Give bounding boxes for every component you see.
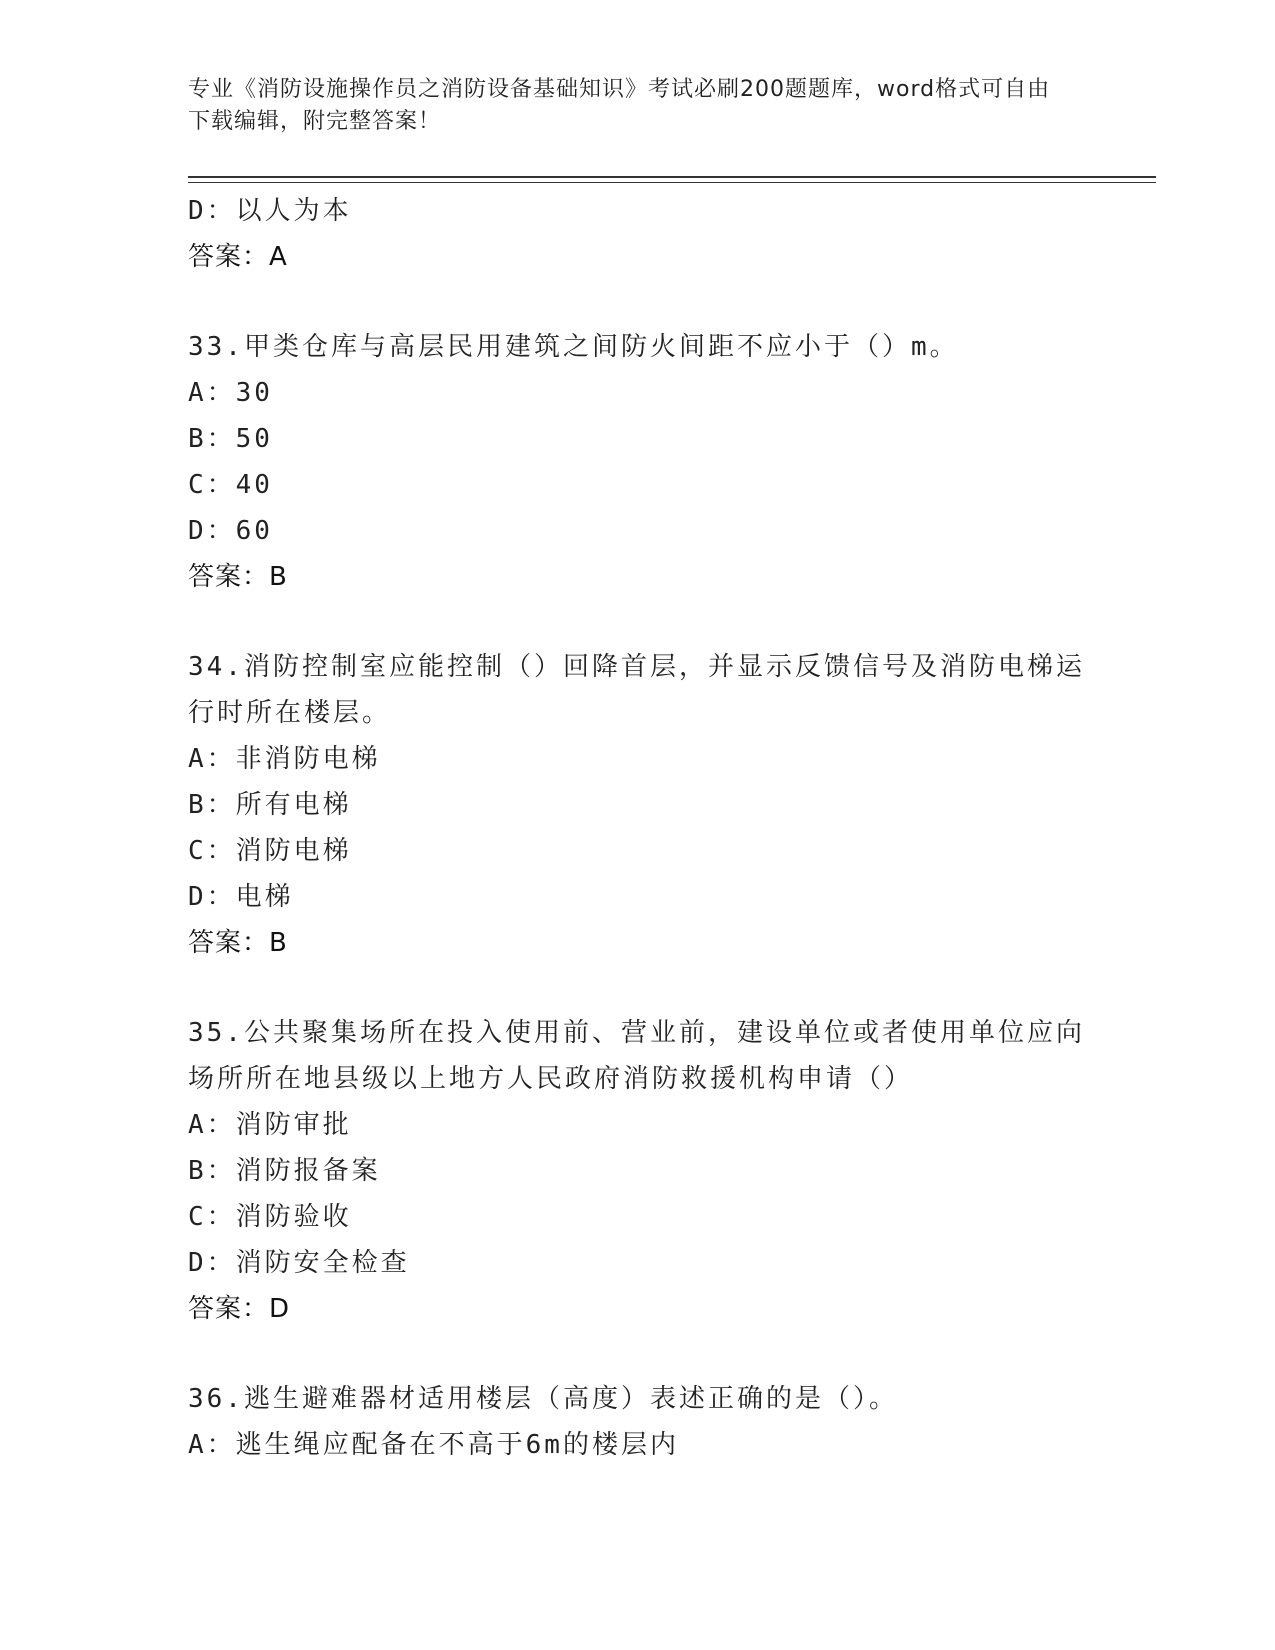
page-header: 专业《消防设施操作员之消防设备基础知识》考试必刷200题题库，word格式可自由下载编辑，附完整答案！ [188, 77, 1051, 134]
option-a: A：30 [188, 378, 273, 408]
question-stem: 33.甲类仓库与高层民用建筑之间防火间距不应小于（）m。 [188, 332, 959, 362]
question-stem: 35.公共聚集场所在投入使用前、营业前，建设单位或者使用单位应向场所所在地县级以上地方人民政府消防救援机构申请（） [188, 1018, 1085, 1094]
prev-answer: 答案：A [188, 242, 288, 272]
prev-option-d: D：以人为本 [188, 196, 352, 226]
option-b: B：消防报备案 [188, 1156, 381, 1186]
option-b: B：所有电梯 [188, 790, 352, 820]
option-b: B：50 [188, 424, 273, 454]
spacer [188, 600, 1088, 644]
option-c: C：消防验收 [188, 1202, 352, 1232]
header-rule-thin [188, 182, 1156, 183]
option-a: A：消防审批 [188, 1110, 352, 1140]
option-c: C：40 [188, 470, 273, 500]
question-33 [188, 324, 1088, 600]
answer: 答案：D [188, 1294, 291, 1324]
question-34 [188, 644, 1088, 966]
header-rule-thick [188, 176, 1156, 178]
option-c: C：消防电梯 [188, 836, 352, 866]
answer: 答案：B [188, 562, 288, 592]
spacer [188, 280, 1088, 324]
question-35 [188, 1010, 1088, 1332]
option-d: D：消防安全检查 [188, 1248, 410, 1278]
question-list [188, 188, 1088, 1468]
option-d: D：60 [188, 516, 273, 546]
spacer [188, 966, 1088, 1010]
spacer [188, 1332, 1088, 1376]
answer: 答案：B [188, 928, 288, 958]
question-36 [188, 1376, 1088, 1468]
question-stem: 36.逃生避难器材适用楼层（高度）表述正确的是（）。 [188, 1384, 898, 1414]
question-stem: 34.消防控制室应能控制（）回降首层，并显示反馈信号及消防电梯运行时所在楼层。 [188, 652, 1085, 728]
option-d: D：电梯 [188, 882, 294, 912]
option-a: A：非消防电梯 [188, 744, 381, 774]
option-a: A：逃生绳应配备在不高于6m的楼层内 [188, 1430, 679, 1460]
